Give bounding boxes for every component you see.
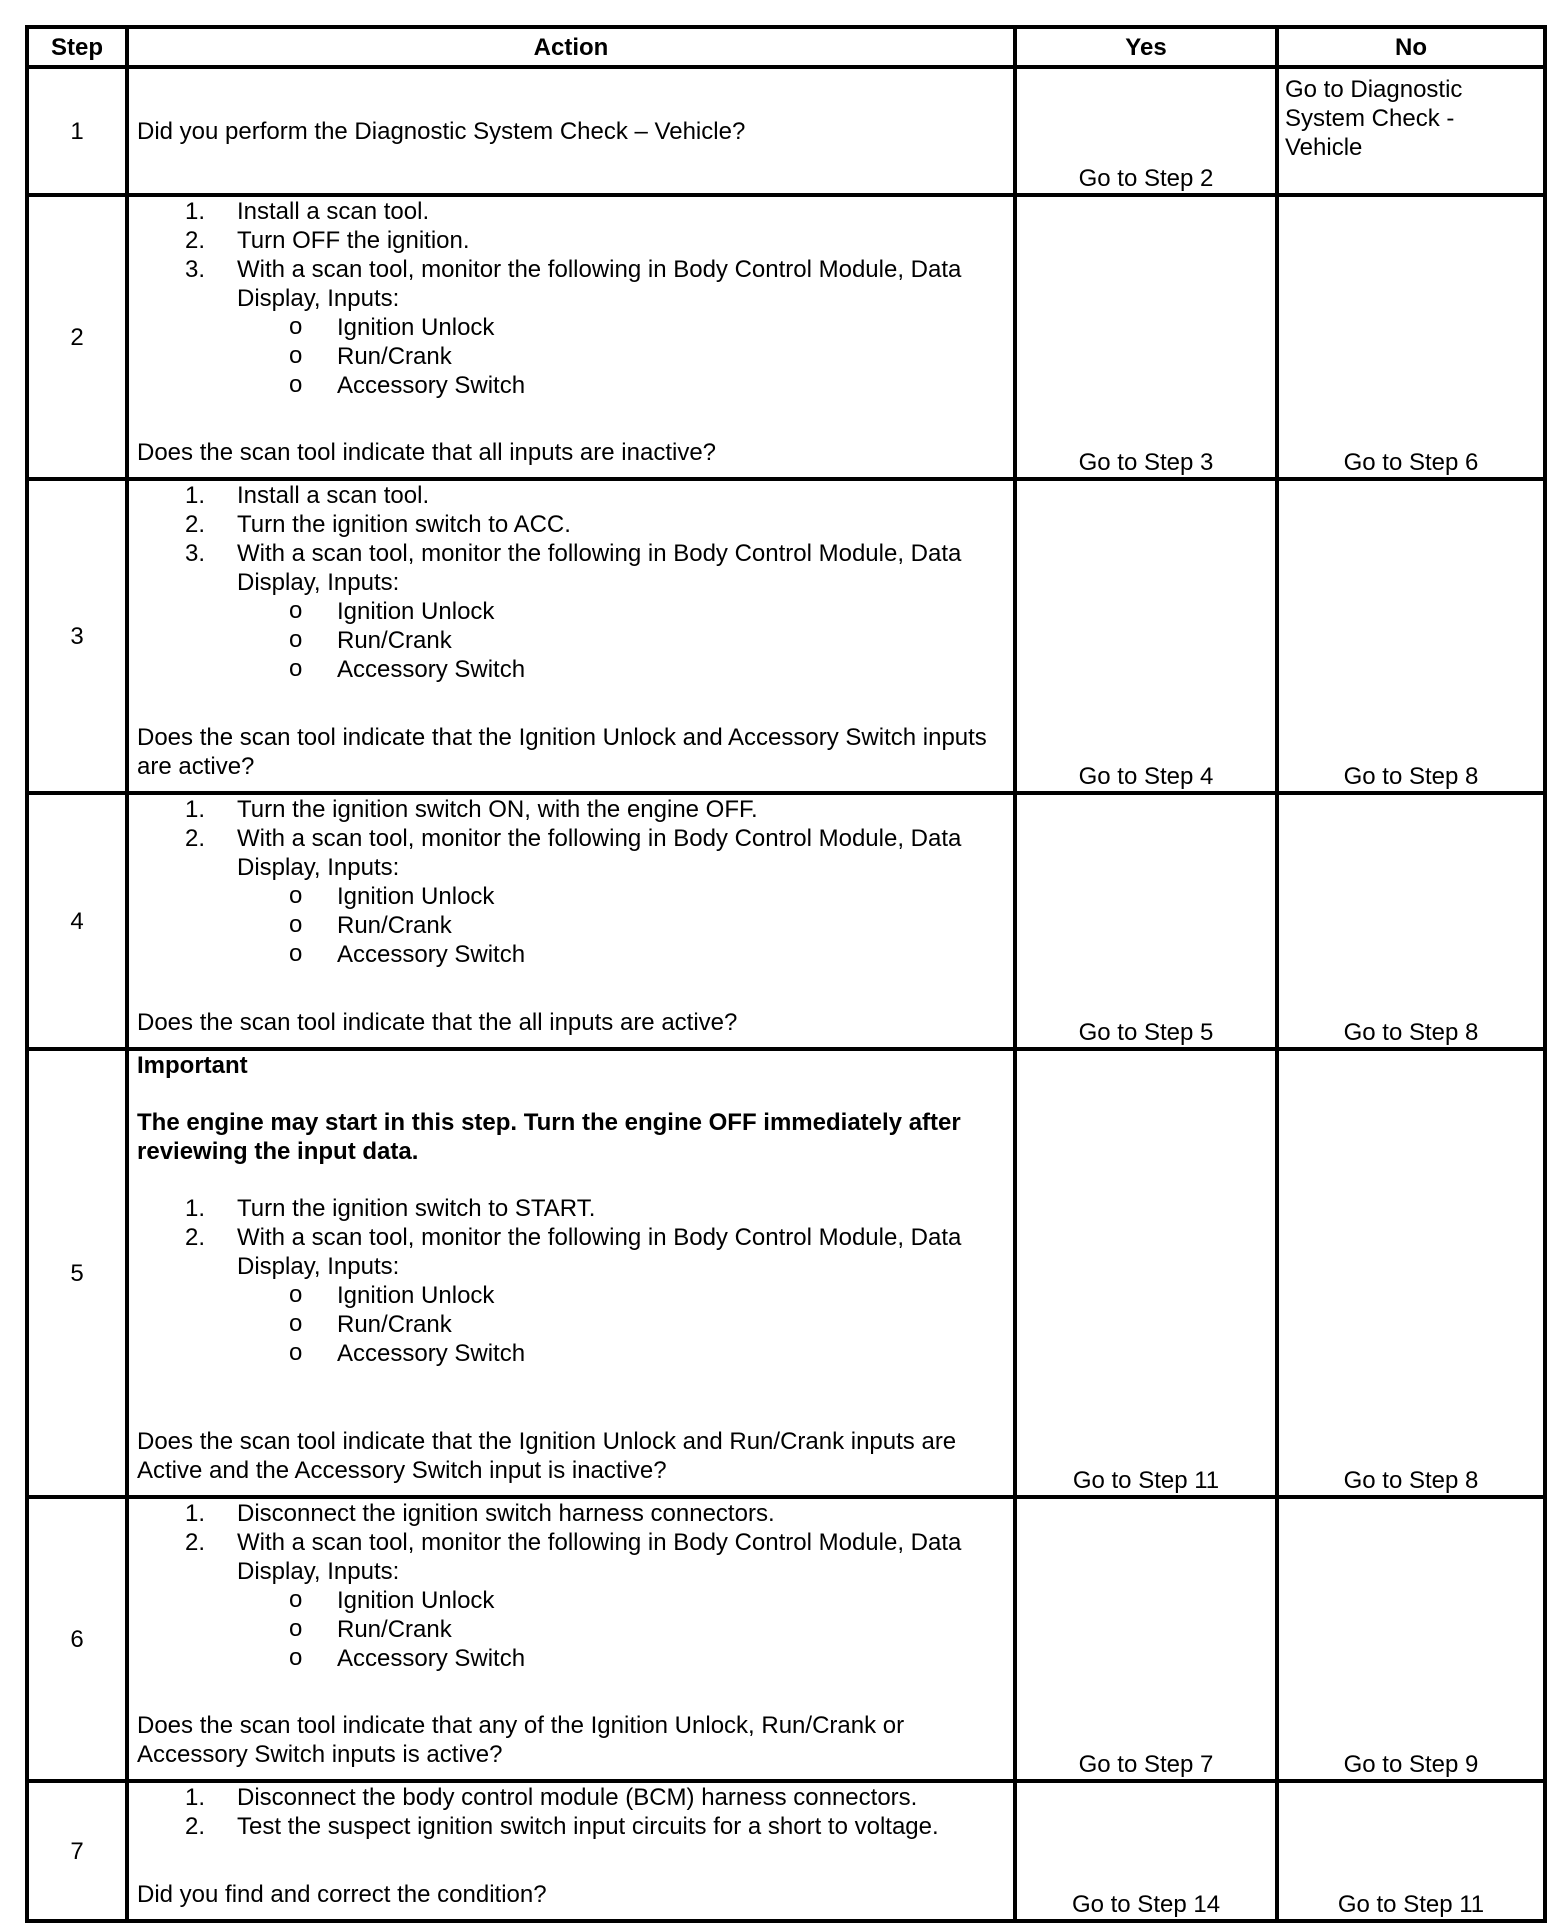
question-text: Did you perform the Diagnostic System Check – Vehicle? <box>137 117 746 145</box>
action-cell <box>127 1049 1015 1497</box>
no-cell: Go to Step 9 <box>1277 1497 1545 1781</box>
table-row <box>27 195 1545 479</box>
action-cell <box>127 1781 1015 1921</box>
instruction-list <box>137 197 1005 400</box>
list-item: 1. Turn the ignition switch ON, with the engine OFF. <box>185 796 758 823</box>
instruction-list <box>137 795 1005 969</box>
step-number: 4 <box>27 793 127 1049</box>
list-item: o Ignition Unlock <box>289 313 495 341</box>
table-row <box>27 793 1545 1049</box>
no-cell: Go to Step 8 <box>1277 479 1545 793</box>
input-list <box>237 597 1005 684</box>
list-item: o Ignition Unlock <box>289 597 495 625</box>
list-item: 1. Disconnect the body control module (BCM) harness connectors. <box>185 1784 918 1811</box>
list-item: 1. Install a scan tool. <box>185 482 430 509</box>
no-cell: Go to Step 11 <box>1277 1781 1545 1921</box>
header-step: Step <box>27 27 127 67</box>
instruction-list <box>137 481 1005 684</box>
step-number: 1 <box>27 67 127 195</box>
list-item: o Accessory Switch <box>289 1644 526 1672</box>
table-row <box>27 67 1545 195</box>
yes-cell: Go to Step 2 <box>1015 67 1277 195</box>
list-item: 2. Turn OFF the ignition. <box>185 227 470 254</box>
list-item: 2. With a scan tool, monitor the following in Body Control Module, Data Display, Inputs: o Ignition Unlock o Run/Crank o Accessory Switch <box>137 824 1005 969</box>
step-number: 5 <box>27 1049 127 1497</box>
yes-cell: Go to Step 3 <box>1015 195 1277 479</box>
question-text: Does the scan tool indicate that the Ignition Unlock and Accessory Switch inputs are active? <box>137 724 987 780</box>
list-item: 2. With a scan tool, monitor the following in Body Control Module, Data Display, Inputs: o Ignition Unlock o Run/Crank o Accessory Switch <box>137 1528 1005 1673</box>
list-item: 1. Install a scan tool. <box>185 198 430 225</box>
table-row <box>27 1781 1545 1921</box>
table-row <box>27 1497 1545 1781</box>
no-cell: Go to Step 8 <box>1277 1049 1545 1497</box>
list-item: o Run/Crank <box>289 1615 452 1643</box>
input-list <box>237 1281 1005 1368</box>
instruction-list <box>137 1194 1005 1368</box>
header-row <box>27 27 1545 67</box>
header-action: Action <box>127 27 1015 67</box>
question-text: Does the scan tool indicate that all inputs are inactive? <box>137 439 717 466</box>
instruction-list <box>137 1499 1005 1673</box>
no-cell: Go to Diagnostic System Check - Vehicle <box>1277 67 1545 195</box>
instruction-list <box>137 1783 1005 1841</box>
list-item: 1. Disconnect the ignition switch harness connectors. <box>185 1500 775 1527</box>
yes-cell: Go to Step 14 <box>1015 1781 1277 1921</box>
list-item: 2. Turn the ignition switch to ACC. <box>185 511 571 538</box>
input-list <box>237 1586 1005 1673</box>
yes-cell: Go to Step 5 <box>1015 793 1277 1049</box>
step-number: 2 <box>27 195 127 479</box>
list-item: o Accessory Switch <box>289 655 526 683</box>
important-heading: Important <box>137 1052 248 1079</box>
important-note: The engine may start in this step. Turn the engine OFF immediately after reviewing the input data. <box>137 1109 961 1165</box>
table-row <box>27 1049 1545 1497</box>
list-item: o Ignition Unlock <box>289 1281 495 1309</box>
yes-cell: Go to Step 7 <box>1015 1497 1277 1781</box>
action-cell <box>127 793 1015 1049</box>
list-item: 2. With a scan tool, monitor the following in Body Control Module, Data Display, Inputs: o Ignition Unlock o Run/Crank o Accessory Switch <box>137 1223 1005 1368</box>
input-list <box>237 313 1005 400</box>
list-item: o Ignition Unlock <box>289 1586 495 1614</box>
yes-cell: Go to Step 11 <box>1015 1049 1277 1497</box>
question-text: Does the scan tool indicate that the all inputs are active? <box>137 1009 738 1036</box>
question-text: Did you find and correct the condition? <box>137 1881 547 1908</box>
diagnostic-table <box>25 25 1547 1923</box>
action-cell <box>127 479 1015 793</box>
list-item: o Run/Crank <box>289 911 452 939</box>
question-text: Does the scan tool indicate that the Ignition Unlock and Run/Crank inputs are Active and the Accessory Switch input is inactive? <box>137 1428 957 1484</box>
step-number: 7 <box>27 1781 127 1921</box>
action-cell <box>127 67 1015 195</box>
list-item: o Run/Crank <box>289 1310 452 1338</box>
yes-cell: Go to Step 4 <box>1015 479 1277 793</box>
list-item: o Ignition Unlock <box>289 882 495 910</box>
input-list <box>237 882 1005 969</box>
list-item: o Accessory Switch <box>289 940 526 968</box>
list-item: o Run/Crank <box>289 342 452 370</box>
list-item: 3. With a scan tool, monitor the following in Body Control Module, Data Display, Inputs: o Ignition Unlock o Run/Crank o Accessory Switch <box>137 255 1005 400</box>
action-cell <box>127 1497 1015 1781</box>
header-no: No <box>1277 27 1545 67</box>
question-text: Does the scan tool indicate that any of the Ignition Unlock, Run/Crank or Accessory Switch inputs is active? <box>137 1712 905 1768</box>
header-yes: Yes <box>1015 27 1277 67</box>
list-item: o Accessory Switch <box>289 1339 526 1367</box>
list-item: o Run/Crank <box>289 626 452 654</box>
list-item: 3. With a scan tool, monitor the following in Body Control Module, Data Display, Inputs: o Ignition Unlock o Run/Crank o Accessory Switch <box>137 539 1005 684</box>
list-item: o Accessory Switch <box>289 371 526 399</box>
step-number: 6 <box>27 1497 127 1781</box>
step-number: 3 <box>27 479 127 793</box>
table-row <box>27 479 1545 793</box>
action-cell <box>127 195 1015 479</box>
no-cell: Go to Step 6 <box>1277 195 1545 479</box>
no-cell: Go to Step 8 <box>1277 793 1545 1049</box>
list-item: 1. Turn the ignition switch to START. <box>185 1195 596 1222</box>
list-item: 2. Test the suspect ignition switch input circuits for a short to voltage. <box>185 1813 939 1840</box>
